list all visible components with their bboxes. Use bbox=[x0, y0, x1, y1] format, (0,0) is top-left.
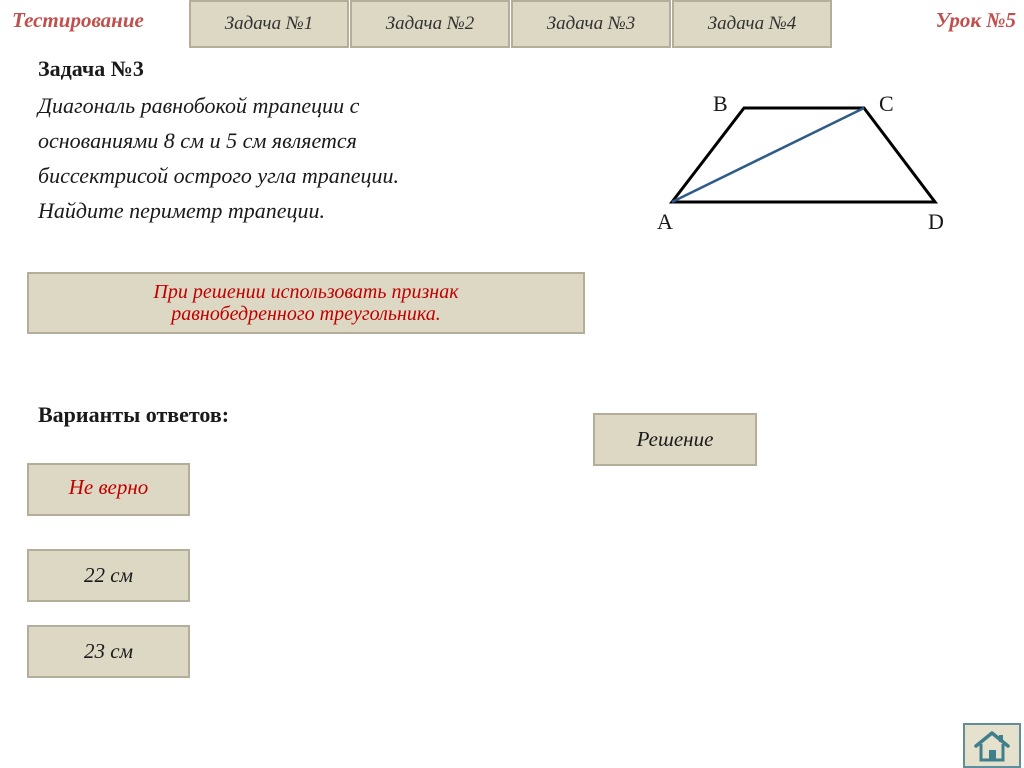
task-navigation bbox=[189, 0, 833, 48]
answer-button-22cm[interactable]: 22 см bbox=[27, 549, 190, 602]
answer-button-23cm[interactable]: 23 см bbox=[27, 625, 190, 678]
tab-task-1[interactable]: Задача №1 bbox=[189, 0, 349, 48]
app-title: Тестирование bbox=[12, 8, 144, 32]
task-statement-line: биссектрисой острого угла трапеции. bbox=[38, 163, 399, 188]
tab-task-3[interactable]: Задача №3 bbox=[511, 0, 671, 48]
trapezoid-diagonal bbox=[672, 108, 864, 202]
answer-button-not-correct[interactable]: Не верно bbox=[27, 463, 190, 516]
answers-title: Варианты ответов: bbox=[38, 402, 230, 427]
home-icon bbox=[972, 729, 1012, 763]
tab-task-4[interactable]: Задача №4 bbox=[672, 0, 832, 48]
task-statement-line: основаниями 8 см и 5 см является bbox=[38, 128, 357, 153]
trapezoid-diagram bbox=[640, 85, 970, 245]
task-title: Задача №3 bbox=[38, 56, 144, 81]
hint-line: равнобедренного треугольника. bbox=[171, 303, 441, 325]
tab-task-2[interactable]: Задача №2 bbox=[350, 0, 510, 48]
vertex-label-b: B bbox=[713, 91, 728, 116]
lesson-title: Урок №5 bbox=[935, 8, 1016, 32]
task-statement-line: Диагональ равнобокой трапеции с bbox=[38, 93, 360, 118]
vertex-label-c: C bbox=[879, 91, 894, 116]
vertex-label-d: D bbox=[928, 209, 944, 234]
solution-button[interactable]: Решение bbox=[593, 413, 757, 466]
hint-line: При решении использовать признак bbox=[153, 281, 459, 303]
task-statement bbox=[38, 88, 558, 228]
hint-box bbox=[27, 272, 585, 334]
task-statement-line: Найдите периметр трапеции. bbox=[38, 198, 325, 223]
trapezoid-shape bbox=[672, 108, 935, 202]
home-button[interactable] bbox=[963, 723, 1021, 768]
vertex-label-a: A bbox=[657, 209, 673, 234]
